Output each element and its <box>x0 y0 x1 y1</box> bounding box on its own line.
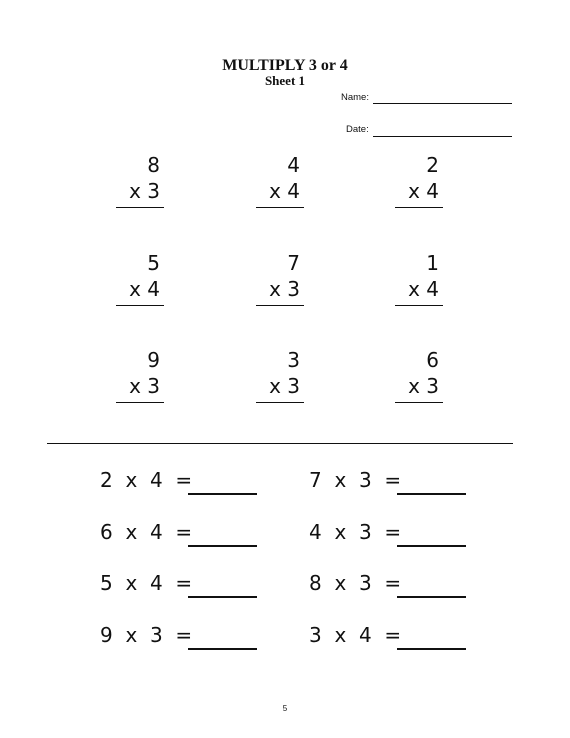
page-number: 5 <box>282 704 288 713</box>
section-divider <box>47 443 513 444</box>
horizontal-problem <box>100 469 270 493</box>
vertical-problem <box>256 155 304 217</box>
problem-multiplier: x 3 <box>269 277 300 301</box>
problem-expression: 5 x 4 = <box>100 571 193 595</box>
problem-expression: 8 x 3 = <box>309 571 402 595</box>
problem-top-number: 8 <box>147 153 160 177</box>
answer-blank[interactable] <box>188 596 257 598</box>
problem-top-number: 2 <box>426 153 439 177</box>
horizontal-problem <box>309 624 479 648</box>
problem-top-number: 7 <box>287 251 300 275</box>
answer-line[interactable] <box>256 207 304 208</box>
horizontal-problem <box>100 624 270 648</box>
problem-multiplier: x 3 <box>129 179 160 203</box>
problem-multiplier: x 4 <box>408 179 439 203</box>
vertical-problem <box>395 350 443 412</box>
answer-line[interactable] <box>395 305 443 306</box>
answer-blank[interactable] <box>188 545 257 547</box>
date-label: Date: <box>346 124 369 135</box>
problem-top-number: 9 <box>147 348 160 372</box>
answer-blank[interactable] <box>397 596 466 598</box>
problem-multiplier: x 3 <box>129 374 160 398</box>
answer-blank[interactable] <box>188 648 257 650</box>
horizontal-problem <box>100 521 270 545</box>
problem-top-number: 3 <box>287 348 300 372</box>
problem-expression: 6 x 4 = <box>100 520 193 544</box>
answer-blank[interactable] <box>397 545 466 547</box>
date-field[interactable] <box>373 136 512 137</box>
problem-multiplier: x 4 <box>408 277 439 301</box>
horizontal-problem <box>309 572 479 596</box>
worksheet-subtitle: Sheet 1 <box>264 73 306 88</box>
vertical-problem <box>116 253 164 315</box>
horizontal-problem <box>100 572 270 596</box>
problem-multiplier: x 4 <box>129 277 160 301</box>
problem-expression: 3 x 4 = <box>309 623 402 647</box>
answer-line[interactable] <box>116 207 164 208</box>
problem-multiplier: x 3 <box>408 374 439 398</box>
problem-top-number: 5 <box>147 251 160 275</box>
name-label: Name: <box>341 92 369 103</box>
answer-line[interactable] <box>395 402 443 403</box>
problem-expression: 7 x 3 = <box>309 468 402 492</box>
vertical-problem <box>116 350 164 412</box>
vertical-problem <box>256 253 304 315</box>
answer-line[interactable] <box>395 207 443 208</box>
vertical-problem <box>395 155 443 217</box>
horizontal-problem <box>309 469 479 493</box>
answer-blank[interactable] <box>397 648 466 650</box>
problem-expression: 4 x 3 = <box>309 520 402 544</box>
problem-top-number: 6 <box>426 348 439 372</box>
answer-line[interactable] <box>116 402 164 403</box>
answer-line[interactable] <box>116 305 164 306</box>
worksheet-title: MULTIPLY 3 or 4 <box>222 57 348 74</box>
answer-line[interactable] <box>256 305 304 306</box>
problem-top-number: 1 <box>426 251 439 275</box>
problem-multiplier: x 3 <box>269 374 300 398</box>
problem-expression: 2 x 4 = <box>100 468 193 492</box>
vertical-problem <box>395 253 443 315</box>
vertical-problem <box>256 350 304 412</box>
name-field[interactable] <box>373 103 512 104</box>
answer-blank[interactable] <box>188 493 257 495</box>
problem-expression: 9 x 3 = <box>100 623 193 647</box>
problem-multiplier: x 4 <box>269 179 300 203</box>
answer-line[interactable] <box>256 402 304 403</box>
vertical-problem <box>116 155 164 217</box>
horizontal-problem <box>309 521 479 545</box>
answer-blank[interactable] <box>397 493 466 495</box>
problem-top-number: 4 <box>287 153 300 177</box>
